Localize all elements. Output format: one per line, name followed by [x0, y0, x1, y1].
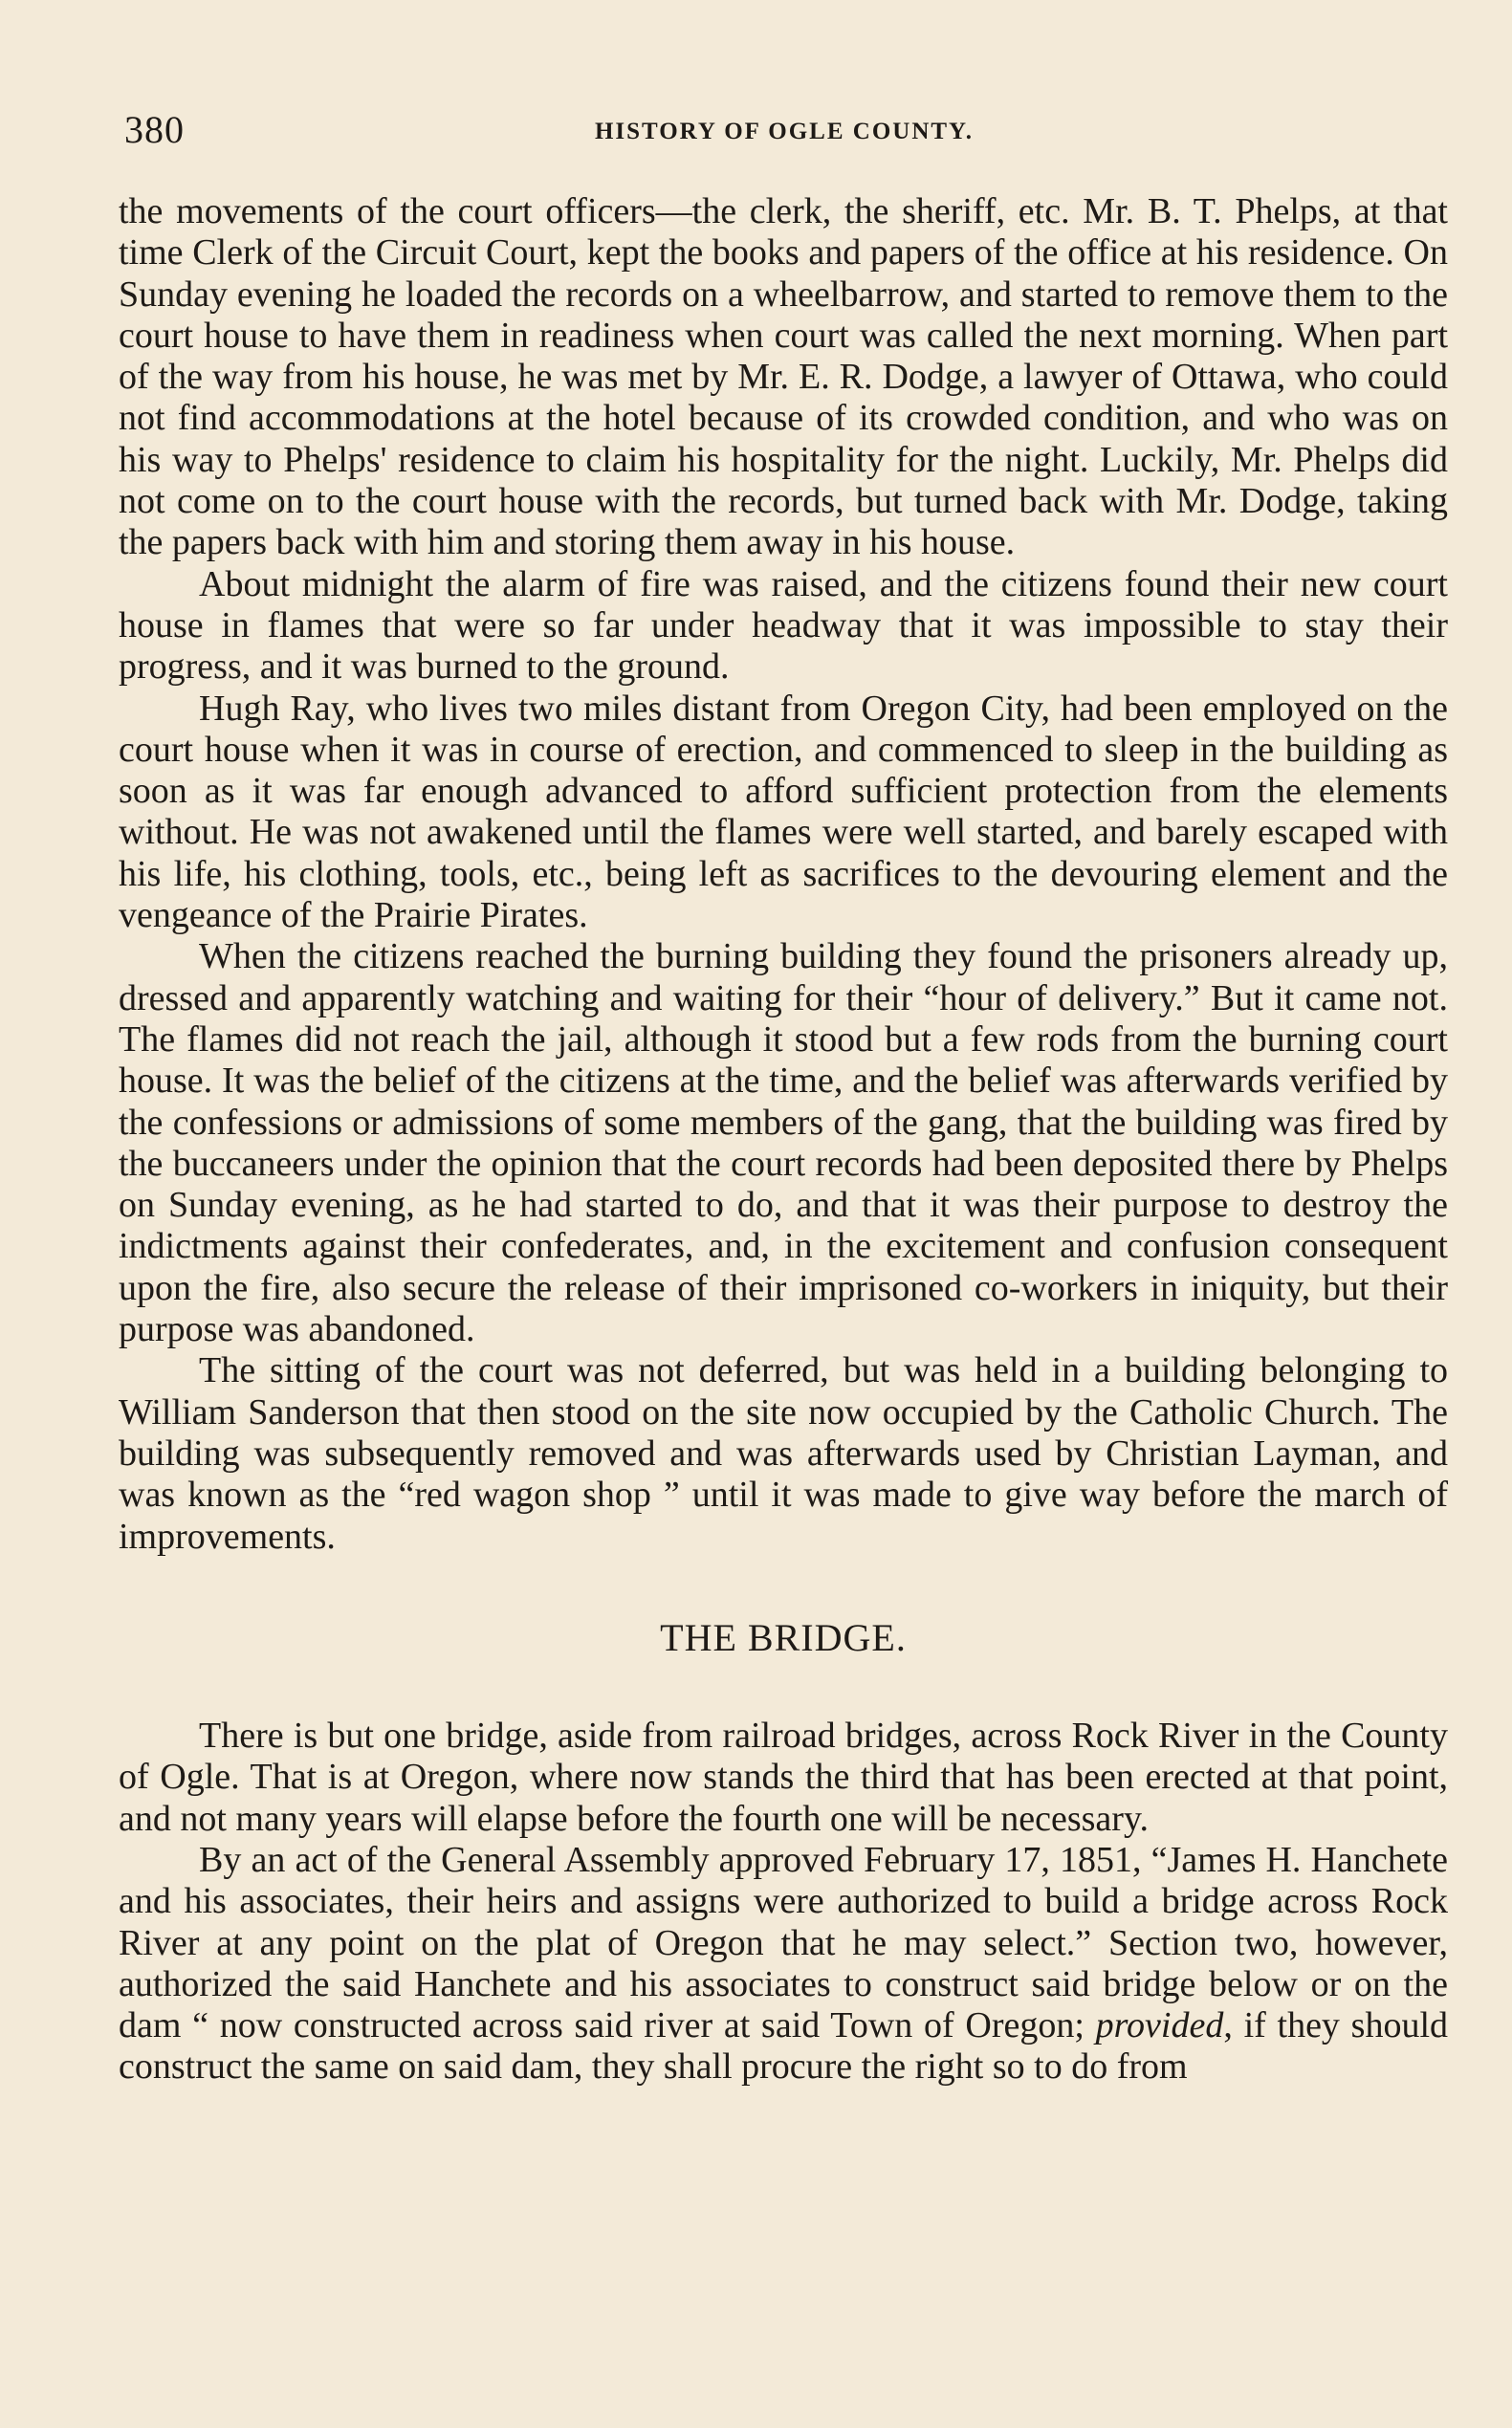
page-header: [124, 107, 1444, 155]
paragraph-general-assembly: [119, 1840, 1448, 2089]
paragraph-hugh-ray: Hugh Ray, who lives two miles distant from Oregon City, had been employed on the court house when it was in course of erection, and commenced to sleep in the building as soon as it was far enough advanced to afford sufficient protection from the elements without. He was not awakened until the flames were well started, and barely escaped with his life, his clothing, tools, etc., being left as sacrifices to the devouring element and the vengeance of the Prairie Pirates.: [119, 688, 1448, 936]
paragraph-text-part: By an act of the General Assembly approved February 17, 1851, “James H. Hanchete and his associates, their heirs and assigns were authorized to build a bridge across Rock River at any point on the plat of Oregon that he may select.” Section two, however, authorized the said Hanchete and his associates to construct said bridge below or on the dam “ now constructed across said river at said Town of Oregon;: [119, 1839, 1448, 2046]
paragraph-text-part: , if they should construct the same on said dam, they shall procure the right so to do from: [119, 2005, 1449, 2088]
section-heading: THE BRIDGE.: [660, 1615, 907, 1659]
body-text: [119, 191, 1448, 2089]
page-number: 380: [124, 108, 185, 151]
paragraph-fire-alarm: About midnight the alarm of fire was raised, and the citizens found their new court house in flames that were so far under headway that it was impossible to stay their progress, and it was burned to the ground.: [119, 563, 1448, 688]
paragraph-one-bridge: There is but one bridge, aside from railroad bridges, across Rock River in the County of Ogle. That is at Oregon, where now stands the third that has been erected at that point, and not many years will elapse before the fourth one will be necessary.: [119, 1716, 1448, 1839]
running-title: HISTORY OF OGLE COUNTY.: [594, 119, 975, 144]
paragraph-court-sitting: The sitting of the court was not deferred, but was held in a building belonging to William Sanderson that then stood on the site now occupied by the Catholic Church. The building was subsequently removed and was afterwards used by Christian Layman, and was known as the “red wagon shop ” until it was made to give way before the march of improvements.: [119, 1350, 1448, 1557]
paragraph-prisoners: When the citizens reached the burning building they found the prisoners already up, dressed and apparently watching and waiting for their “hour of delivery.” But it came not. The flames did not reach the jail, although it stood but a few rods from the burning court house. It was the belief of the citizens at the time, and the belief was afterwards verified by the confessions or admissions of some members of the gang, that the building was fired by the buccaneers under the opinion that the court records had been deposited there by Phelps on Sunday evening, as he had started to do, and that it was their purpose to destroy the indictments against their confederates, and, in the excitement and confusion consequent upon the fire, also secure the release of their imprisoned co-workers in iniquity, but their purpose was abandoned.: [119, 936, 1448, 1350]
italic-word: provided: [1095, 2005, 1224, 2046]
paragraph-continued: the movements of the court officers—the clerk, the sheriff, etc. Mr. B. T. Phelps, at that time Clerk of the Circuit Court, kept the books and papers of the office at his residence. On Sunday evening he loaded the records on a wheelbarrow, and started to remove them to the court house to have them in readiness when court was called the next morning. When part of the way from his house, he was met by Mr. E. R. Dodge, a lawyer of Ottawa, who could not find accommodations at the hotel because of its crowded condition, and who was on his way to Phelps' residence to claim his hospitality for the night. Luckily, Mr. Phelps did not come on to the court house with the records, but turned back with Mr. Dodge, taking the papers back with him and storing them away in his house.: [119, 191, 1448, 563]
